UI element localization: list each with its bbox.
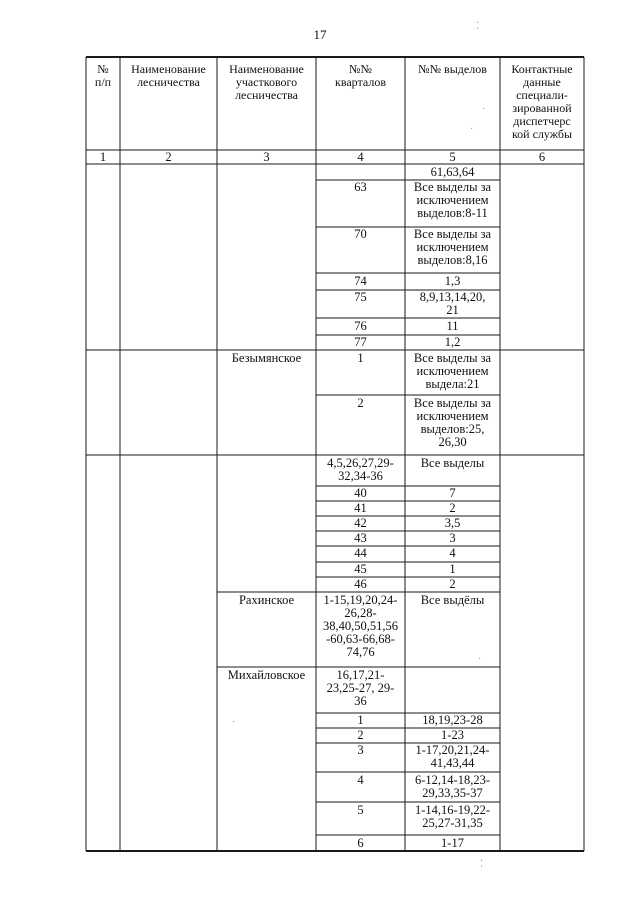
quarters-cell (316, 291, 405, 304)
quarters-line: 4 (357, 773, 364, 787)
col-number-1: 1 (99, 150, 107, 164)
quarters-cell (316, 457, 405, 483)
quarters-cell (316, 804, 405, 817)
quarters-line: 23,25-27, 29- (326, 681, 395, 695)
allotments-line: 7 (449, 486, 456, 500)
allotments-line: 1-17 (441, 836, 464, 850)
quarters-cell (316, 228, 405, 241)
quarters-line: 38,40,50,51,56 (323, 619, 398, 633)
header-col3-line: лесничества (235, 88, 298, 102)
allotments-cell (405, 181, 500, 220)
allotments-line: выдела:21 (425, 377, 480, 391)
quarters-line: 45 (354, 562, 367, 576)
col-number-3: 3 (263, 150, 270, 164)
allotments-line: 18,19,23-28 (422, 713, 483, 727)
district-name: Михайловское (227, 668, 306, 682)
quarters-line: 32,34-36 (338, 469, 383, 483)
scan-speck: · (478, 654, 482, 665)
allotments-cell (405, 774, 500, 800)
quarters-line: -60,63-66,68- (326, 632, 395, 646)
allotments-line: Все выдёлы (420, 593, 485, 607)
allotments-line: Все выделы за (413, 351, 492, 365)
allotments-line: 41,43,44 (430, 756, 475, 770)
header-col3-line: Наименование (229, 62, 304, 76)
allotments-cell (405, 502, 500, 515)
allotments-cell (405, 320, 500, 333)
allotments-line: исключением (416, 364, 489, 378)
header-col6-line: данные (523, 75, 561, 89)
quarters-cell (316, 837, 405, 850)
quarters-cell (316, 320, 405, 333)
quarters-cell (316, 532, 405, 545)
quarters-cell (316, 352, 405, 365)
allotments-line: 1,3 (444, 274, 461, 288)
allotments-line: 25,27-31,35 (422, 816, 483, 830)
allotments-cell (405, 594, 500, 607)
allotments-cell (405, 275, 500, 288)
quarters-cell (316, 594, 405, 659)
allotments-line: исключением (416, 409, 489, 423)
quarters-cell (316, 181, 405, 194)
allotments-cell (405, 487, 500, 500)
quarters-cell (316, 744, 405, 757)
quarters-line: 6 (357, 836, 364, 850)
header-col5-line: №№ выделов (418, 62, 487, 76)
allotments-line: Все выделы за (413, 180, 492, 194)
allotments-line: 3,5 (444, 516, 461, 530)
allotments-line: 21 (446, 303, 459, 317)
quarters-cell (316, 275, 405, 288)
quarters-line: 77 (354, 335, 367, 349)
quarters-line: 2 (357, 728, 364, 742)
quarters-line: 4,5,26,27,29- (327, 456, 394, 470)
header-col4-line: №№ (349, 62, 372, 76)
header-col1 (86, 63, 120, 89)
scan-speck: · (482, 104, 486, 115)
allotments-line: выделов:25, (420, 422, 485, 436)
allotments-line: Все выделы за (413, 396, 492, 410)
quarters-line: 3 (357, 743, 364, 757)
quarters-line: 46 (354, 577, 367, 591)
col-number-5: 5 (449, 150, 456, 164)
quarters-line: 75 (354, 290, 367, 304)
header-col1-line: п/п (94, 75, 112, 89)
quarters-line: 1 (357, 713, 364, 727)
header-col6-line: специали- (516, 88, 568, 102)
allotments-line: Все выделы (420, 456, 485, 470)
scan-speck: ⁚ (476, 21, 480, 32)
allotments-cell (405, 228, 500, 267)
allotments-line: 4 (449, 546, 456, 560)
header-col6-line: кой службы (511, 127, 573, 141)
allotments-line: 29,33,35-37 (422, 786, 483, 800)
allotments-cell (405, 352, 500, 391)
quarters-cell (316, 669, 405, 708)
header-col3 (217, 63, 316, 102)
quarters-cell (316, 714, 405, 727)
allotments-line: 1,2 (444, 335, 461, 349)
allotments-cell (405, 397, 500, 449)
quarters-cell (316, 487, 405, 500)
quarters-line: 76 (354, 319, 367, 333)
quarters-line: 16,17,21- (336, 668, 385, 682)
header-col4 (316, 63, 405, 89)
quarters-line: 1-15,19,20,24- (323, 593, 398, 607)
col-number-4: 4 (357, 150, 364, 164)
col-number-2: 2 (165, 150, 172, 164)
allotments-line: 1-14,16-19,22- (415, 803, 490, 817)
quarters-cell (316, 774, 405, 787)
quarters-line: 40 (354, 486, 367, 500)
allotments-line: 3 (449, 531, 456, 545)
allotments-line: 26,30 (438, 435, 467, 449)
allotments-cell (405, 563, 500, 576)
quarters-line: 5 (357, 803, 364, 817)
allotments-line: 1 (449, 562, 456, 576)
district-name: Безымянское (231, 351, 302, 365)
allotments-cell (405, 532, 500, 545)
header-col4-line: кварталов (335, 75, 386, 89)
header-col6-line: Контактные (511, 62, 573, 76)
quarters-cell (316, 563, 405, 576)
allotments-cell (405, 714, 500, 727)
page-number: 17 (313, 27, 327, 42)
allotments-cell (405, 166, 500, 179)
allotments-cell (405, 744, 500, 770)
quarters-cell (316, 336, 405, 349)
header-col2-line: лесничества (137, 75, 200, 89)
header-col5 (405, 63, 500, 76)
header-col6-line: зированной (512, 101, 572, 115)
quarters-line: 26,28- (344, 606, 377, 620)
quarters-line: 70 (354, 227, 367, 241)
quarters-line: 41 (354, 501, 367, 515)
allotments-cell (405, 547, 500, 560)
allotments-cell (405, 578, 500, 591)
quarters-line: 63 (354, 180, 367, 194)
col-number-6: 6 (538, 150, 546, 164)
quarters-cell (316, 729, 405, 742)
allotments-line: 2 (449, 501, 456, 515)
header-col1-line: № (97, 62, 109, 76)
header-col2-line: Наименование (131, 62, 206, 76)
allotments-line: 11 (446, 319, 459, 333)
quarters-line: 74,76 (346, 645, 375, 659)
quarters-cell (316, 397, 405, 410)
header-col3-line: участкового (235, 75, 298, 89)
scan-speck: ⁚ (480, 859, 484, 870)
allotments-cell (405, 517, 500, 530)
allotments-line: исключением (416, 240, 489, 254)
allotments-line: Все выделы за (413, 227, 492, 241)
allotments-cell (405, 804, 500, 830)
allotments-line: выделов:8,16 (417, 253, 488, 267)
allotments-line: 2 (449, 577, 456, 591)
quarters-line: 1 (357, 351, 364, 365)
allotments-line: 1-17,20,21,24- (415, 743, 490, 757)
quarters-cell (316, 517, 405, 530)
quarters-cell (316, 578, 405, 591)
district-name: Рахинское (238, 593, 295, 607)
quarters-cell (316, 547, 405, 560)
allotments-line: 61,63,64 (430, 165, 475, 179)
header-col6-line: диспетчерс (513, 114, 571, 128)
allotments-cell (405, 336, 500, 349)
allotments-cell (405, 837, 500, 850)
allotments-line: выделов:8-11 (417, 206, 488, 220)
quarters-line: 36 (354, 694, 367, 708)
allotments-cell (405, 291, 500, 317)
quarters-line: 43 (354, 531, 367, 545)
allotments-line: 1-23 (441, 728, 464, 742)
quarters-line: 44 (354, 546, 367, 560)
header-col6 (500, 63, 584, 141)
allotments-cell (405, 457, 500, 470)
quarters-line: 2 (357, 396, 364, 410)
quarters-line: 74 (354, 274, 367, 288)
header-col2 (120, 63, 217, 89)
allotments-line: исключением (416, 193, 489, 207)
allotments-line: 8,9,13,14,20, (419, 290, 486, 304)
quarters-line: 42 (354, 516, 367, 530)
scan-speck: · (470, 124, 474, 135)
scan-speck: · (232, 717, 236, 728)
quarters-cell (316, 502, 405, 515)
allotments-cell (405, 729, 500, 742)
allotments-line: 6-12,14-18,23- (415, 773, 490, 787)
